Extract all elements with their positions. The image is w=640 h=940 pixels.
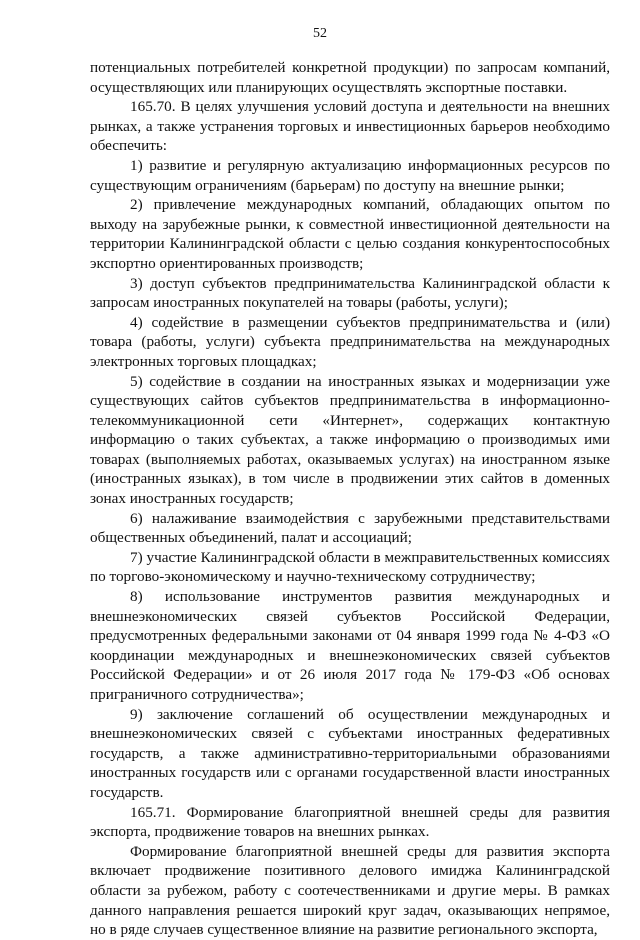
paragraph: 6) налаживание взаимодействия с зарубежными представительствами общественных объединений, палат и ассоциаций; — [90, 509, 610, 547]
paragraph: потенциальных потребителей конкретной продукции) по запросам компаний, осуществляющих или планирующих осуществлять экспортные поставки. — [90, 59, 610, 96]
paragraph: 2) привлечение международных компаний, обладающих опытом по выходу на зарубежные рынки, к совместной инвестиционной деятельности на территории Калининградской области с целью создания конкурентоспособных экспортно ориентированных производств; — [90, 196, 610, 272]
page-number: 52 — [313, 26, 327, 41]
paragraph: 5) содействие в создании на иностранных языках и модернизации уже существующих сайтов субъектов предпринимательства в информационно-телекоммуникационной сети «Интернет», содержащих контактную информацию о таких субъектах, а также информацию о производимых ими товарах (выполняемых работах, оказываемых услугах) на иностранном языке (иностранных языках), в том числе в продвижении этих сайтов в доменных зонах иностранных государств; — [90, 372, 610, 508]
paragraph: 165.71. Формирование благоприятной внешней среды для развития экспорта, продвижение товаров на внешних рынках. — [90, 803, 610, 841]
paragraph: 3) доступ субъектов предпринимательства Калининградской области к запросам иностранных покупателей на товары (работы, услуги); — [90, 274, 610, 312]
paragraph: 7) участие Калининградской области в межправительственных комиссиях по торгово-экономическому и научно-техническому сотрудничеству; — [90, 548, 610, 586]
paragraph: Формирование благоприятной внешней среды для развития экспорта включает продвижение позитивного делового имиджа Калининградской области за рубежом, работу с соотечественниками и другие меры. В рамках данного направления решается широкий круг задач, оказывающих непрямое, но в ряде случаев существенное влияние на развитие регионального экспорта, — [90, 842, 610, 939]
paragraph: 165.70. В целях улучшения условий доступа и деятельности на внешних рынках, а также устранения торговых и инвестиционных барьеров необходимо обеспечить: — [90, 98, 610, 155]
paragraph: 8) использование инструментов развития международных и внешнеэкономических связей субъектов Российской Федерации, предусмотренных федеральными законами от 04 января 1999 года № 4-ФЗ «О координации международных и внешнеэкономических связей субъектов Российской Федерации» и от 26 июля 2017 года № 179-ФЗ «Об основах приграничного сотрудничества»; — [90, 588, 610, 703]
paragraph: 9) заключение соглашений об осуществлении международных и внешнеэкономических связей с субъектами иностранных федеративных государств, а также административно-территориальными образованиями иностранных государств или с органами государственной власти иностранных государств. — [90, 705, 610, 801]
paragraph: 1) развитие и регулярную актуализацию информационных ресурсов по существующим ограничениям (барьерам) по доступу на внешние рынки; — [90, 156, 610, 194]
document-body — [90, 58, 610, 940]
paragraph: 4) содействие в размещении субъектов предпринимательства и (или) товара (работы, услуги) субъекта предпринимательства на международных электронных торговых площадках; — [90, 313, 610, 370]
